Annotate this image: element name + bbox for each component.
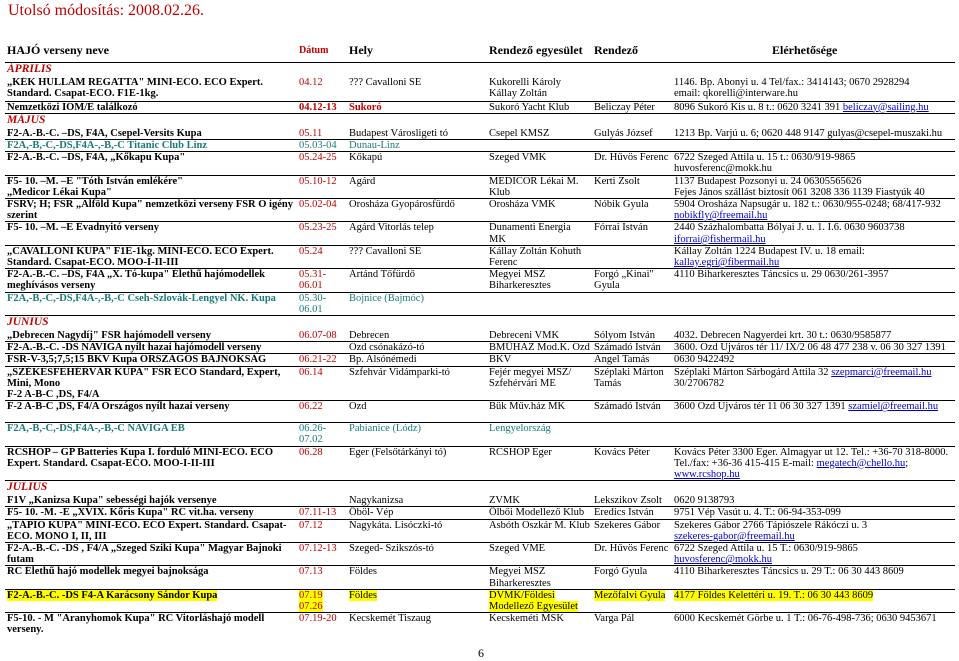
event-club: Debreceni VMK xyxy=(487,330,592,342)
event-date: 07.13 xyxy=(297,566,347,589)
table-row xyxy=(5,245,955,268)
event-contact: Kovács Péter 3300 Eger. Almagyar ut 12. Tel.: +36-70 318-8000. Tel./fax: +36-36 415-415 E-mail: megatech@chello.hu; www.rcshop.hu xyxy=(672,446,955,481)
event-name: F2-A.-B.-C. -DS F4-A Karácsony Sándor Kupa xyxy=(5,589,297,612)
event-place: Földes xyxy=(347,566,487,589)
event-club: Csepel KMSZ xyxy=(487,128,592,140)
table-row xyxy=(5,269,955,292)
event-organizer: Beliczay Péter xyxy=(592,101,672,113)
event-club: Ölbői Modellező Klub xyxy=(487,507,592,519)
event-name: „SZÉKESFEHÉRVÁR KUPA" FSR ECO Standard, Expert, Mini, Mono F-2 A-B-C ,DS, F4/A xyxy=(5,366,297,401)
event-contact: 0630 9422492 xyxy=(672,354,955,366)
event-name: F2-A.-B.-C. –DS, F4A, Csepel-Versits Kupa xyxy=(5,128,297,140)
table-row xyxy=(5,613,955,636)
event-date: 05.10-12 xyxy=(297,175,347,198)
event-name: F2A,-B,-C,-DS,F4A-,-B,-C Titanic Club Linz xyxy=(5,139,297,151)
event-place: Pabianice (Lódz) xyxy=(347,423,487,446)
col-event-header: HAJÓ verseny neve xyxy=(5,40,297,63)
event-name: F2A,-B,-C,-DS,F4A-,-B,-C NAVIGA EB xyxy=(5,423,297,446)
event-place: ??? Cavalloni SE xyxy=(347,77,487,101)
col-date-header: Dátum xyxy=(297,40,347,63)
event-date: 04.12-13 xyxy=(297,101,347,113)
event-place: Dunau-Linz xyxy=(347,139,487,151)
event-club: Lengyelország xyxy=(487,423,592,446)
table-row xyxy=(5,495,955,507)
event-date: 07.12 xyxy=(297,519,347,542)
event-club: Megyei MSZ Biharkeresztes xyxy=(487,566,592,589)
event-date: 07.19-20 xyxy=(299,613,337,625)
event-organizer: Forgó „Kinai" Gyula xyxy=(592,269,672,292)
event-name: Nemzetközi IOM/E találkozó xyxy=(5,101,297,113)
event-organizer: Eredics István xyxy=(592,507,672,519)
contact-email-link[interactable]: iforrai@fishermail.hu xyxy=(674,233,766,245)
event-name: F-2 A-B-C ,DS, F4/A Országos nyílt hazai verseny xyxy=(5,401,297,423)
table-row xyxy=(5,519,955,542)
event-contact: 3600. Ózd Újváros tér 11/ IX/2 06 48 477 238 v. 06 30 327 1391 xyxy=(672,342,955,354)
event-contact: 6722 Szeged Attila u. 15 T.: 0630/919-9865 huvosferenc@mokk.hu xyxy=(672,543,955,566)
event-contact: Széplaki Márton Sárbogárd Attila 32 szepmarci@freemail.hu 30/2706782 xyxy=(672,366,955,401)
contact-email-link[interactable]: szepmarci@freemail.hu xyxy=(831,366,932,378)
event-place: Kőkapú xyxy=(347,152,487,175)
event-place: Öböl- Vép xyxy=(347,507,487,519)
event-organizer: Szekeres Gábor xyxy=(592,519,672,542)
page-title: Utolsó módosítás: 2008.02.26. xyxy=(8,2,205,19)
event-organizer: Forgó Gyula xyxy=(592,566,672,589)
event-name: F5- 10. –M. –E Évadnyitó verseny xyxy=(5,222,297,245)
event-contact: 2440 Százhalombatta Bólyai J. u. 1. I.6. 0630 9603738 iforrai@fishermail.hu xyxy=(672,222,955,245)
event-organizer: Kovács Péter xyxy=(592,446,672,481)
table-row xyxy=(5,198,955,221)
event-organizer: Dr. Hűvös Ferenc xyxy=(592,152,672,175)
event-date: 07.12-13 xyxy=(297,543,347,566)
event-date: 06.22 xyxy=(297,401,347,423)
contact-email-link[interactable]: kallay.egri@fibermail.hu xyxy=(674,256,780,268)
event-organizer: Kerti Zsolt xyxy=(592,175,672,198)
event-date: 05.30-06.01 xyxy=(297,292,347,315)
event-contact: 1213 Bp. Varjú u. 6; 0620 448 9147 gulyas@csepel-muszaki.hu xyxy=(672,128,955,140)
table-row xyxy=(5,292,955,315)
event-club: Kecskeméti MSK xyxy=(489,613,564,625)
contact-email-link[interactable]: szamiel@freemail.hu xyxy=(848,401,939,413)
event-place: Bojnice (Bajmóc) xyxy=(347,292,487,315)
event-club: Kállay Zoltán Kohuth Ferenc xyxy=(487,245,592,268)
event-organizer: Széplaki Márton Tamás xyxy=(592,366,672,401)
event-organizer: Számadó István xyxy=(592,401,672,423)
event-organizer: Lekszikov Zsolt xyxy=(592,495,672,507)
event-club: Megyei MSZ Biharkeresztes xyxy=(487,269,592,292)
event-contact: 4110 Biharkeresztes Táncsics u. 29 T.: 06 30 443 8609 xyxy=(672,566,955,589)
event-contact: 4110 Biharkeresztes Táncsics u. 29 0630/261-3957 xyxy=(672,269,955,292)
table-row xyxy=(5,446,955,481)
event-name: F5- 10. -M. -E „XVIX. Kőris Kupa" RC vit.ha. verseny xyxy=(5,507,297,519)
event-club: Kukorelli Károly Kállay Zoltán xyxy=(487,77,592,101)
event-club: BMÜHÁZ Mod.K. Ózd xyxy=(487,342,592,354)
col-club-header: Rendező egyesület xyxy=(487,40,592,63)
table-row xyxy=(5,77,955,101)
event-place: Szeged- Szikszós-tó xyxy=(347,543,487,566)
event-place: Eger (Felsőtárkányi tó) xyxy=(347,446,487,481)
event-contact: 9751 Vép Vasút u. 4. T.: 06-94-353-099 xyxy=(672,507,955,519)
event-name: „Debrecen Nagydíj" FSR hajómodell verseny xyxy=(5,330,297,342)
event-club: Asbóth Oszkár M. Klub xyxy=(487,519,592,542)
event-date: 07.11-13 xyxy=(297,507,347,519)
table-row xyxy=(5,401,955,423)
table-row xyxy=(5,175,955,198)
event-date: 06.28 xyxy=(297,446,347,481)
event-place: Sukoró xyxy=(347,101,487,113)
event-club: Sukoró Yacht Klub xyxy=(487,101,592,113)
event-date: 06.21-22 xyxy=(297,354,347,366)
event-contact: 1146. Bp. Abonyi u. 4 Tel/fax.: 3414143; 0670 2928294 email: qkorelli@interware.hu xyxy=(672,77,955,101)
event-name: F5-10. - M "Aranyhomok Kupa" RC Vitorláshajó modell verseny. xyxy=(7,613,265,636)
event-organizer: Fórrai István xyxy=(592,222,672,245)
table-row xyxy=(5,152,955,175)
contact-email-link[interactable]: huvosferenc@mokk.hu xyxy=(674,554,773,566)
event-date: 05.23-25 xyxy=(297,222,347,245)
event-organizer: Varga Pál xyxy=(594,613,635,625)
table-row xyxy=(5,101,955,113)
event-name: „CAVALLONI KUPA" F1E-1kg. MINI-ECO. ECO Expert. Standard. Csapat-ECO. MOO-I-II-III xyxy=(5,245,297,268)
col-organizer-header: Rendező xyxy=(592,40,672,63)
event-club: MEDICOR Lékai M. Klub xyxy=(487,175,592,198)
month-june: JÚNIUS xyxy=(7,315,49,328)
event-name: F2-A.-B.-C. -DS , F4/A „Szeged Sziki Kupa" Magyar Bajnoki futam xyxy=(5,543,297,566)
contact-web-link[interactable]: www.rcshop.hu xyxy=(674,468,740,480)
col-place-header: Hely xyxy=(347,40,487,63)
event-place: Nagykanizsa xyxy=(347,495,487,507)
event-date: 05.24-25 xyxy=(297,152,347,175)
event-contact: 5904 Orosháza Napsugár u. 182 t.: 0630/955-0248; 68/417-932 nobikfly@freemail.hu xyxy=(672,198,955,221)
event-date: 07.19 07.26 xyxy=(297,589,347,612)
event-place: Szfehvár Vidámparki-tó xyxy=(347,366,487,401)
event-contact: 4032. Debrecen Nagyerdei krt. 30 t.: 0630/9585877 xyxy=(672,330,955,342)
event-date: 06.07-08 xyxy=(297,330,347,342)
table-row xyxy=(5,566,955,589)
event-organizer: Gulyás József xyxy=(592,128,672,140)
event-contact: 6000 Kecskemét Görbe u. 1 T.: 06-76-498-736; 0630 9453671 xyxy=(674,613,937,625)
event-place: Ártánd Tőfürdő xyxy=(347,269,487,292)
table-row xyxy=(5,366,955,401)
event-place: Debrecen xyxy=(347,330,487,342)
event-schedule-table xyxy=(5,40,955,636)
event-name: F1V „Kanizsa Kupa" sebességi hajók versenye xyxy=(5,495,297,507)
event-place: Budapest Városligeti tó xyxy=(347,128,487,140)
event-name: RCSHOP – GP Batteries Kupa I. forduló MINI-ECO. ECO Expert. Standard. Csapat-ECO. MOO-I-II-III xyxy=(5,446,297,481)
event-contact: 3600 Ózd Újváros tér 11 06 30 327 1391 szamiel@freemail.hu xyxy=(672,401,955,423)
event-club: Szeged VMK xyxy=(487,152,592,175)
event-club: DVMK/Földesi Modellező Egyesület xyxy=(487,589,592,612)
event-club: Bük Műv.ház MK xyxy=(487,401,592,423)
table-row xyxy=(5,354,955,366)
event-place: Kecskemét Tiszaug xyxy=(349,613,431,625)
event-date: 04.12 xyxy=(297,77,347,101)
event-organizer: Sólyom István xyxy=(592,330,672,342)
event-date: 05.11 xyxy=(297,128,347,140)
event-date: 05.03-04 xyxy=(297,139,347,151)
event-club: ZVMK xyxy=(487,495,592,507)
month-may: MÁJUS xyxy=(7,113,46,126)
col-contact-header: Elérhetősége xyxy=(672,40,955,63)
event-date: 06.26-07.02 xyxy=(297,423,347,446)
event-club: RCSHOP Eger xyxy=(487,446,592,481)
event-name: F2-A.-B.-C. –DS, F4A „X. Tó-kupa" Élethű hajómodellek meghívásos verseny xyxy=(5,269,297,292)
table-row xyxy=(5,139,955,151)
event-contact: Kállay Zoltán 1224 Budapest IV. u. 18 email: kallay.egri@fibermail.hu xyxy=(672,245,955,268)
table-row xyxy=(5,222,955,245)
month-july: JÚLIUS xyxy=(7,481,48,494)
event-place: Nagykáta. Lisóczki-tó xyxy=(347,519,487,542)
event-organizer xyxy=(592,77,672,101)
event-date: 06.14 xyxy=(297,366,347,401)
event-name: „TÁPIÓ KUPA" MINI-ECO. ECO Expert. Standard. Csapat-ECO. MONO I, II, III xyxy=(5,519,297,542)
table-row xyxy=(5,543,955,566)
event-club: Fejér megyei MSZ/ Szfehérvári ME xyxy=(487,366,592,401)
event-name: F2A,-B,-C,-DS,F4A-,-B,-C Cseh-Szlovák-Lengyel NK. Kupa xyxy=(5,292,297,315)
contact-email-link[interactable]: nobikfly@freemail.hu xyxy=(674,210,768,222)
event-contact: Szekeres Gábor 2766 Tápiószele Rákóczi u. 3 szekeres-gabor@freemail.hu xyxy=(672,519,955,542)
event-date: 05.24 xyxy=(297,245,347,268)
event-date: 05.31-06.01 xyxy=(297,269,347,292)
event-place: Bp. Alsónémedi xyxy=(347,354,487,366)
column-header-row xyxy=(5,40,955,63)
event-name: FSR-V-3,5;7,5;15 BKV Kupa ORSZÁGOS BAJNOKSÁG xyxy=(5,354,297,366)
event-place: Földes xyxy=(347,589,487,612)
page-number: 6 xyxy=(478,646,484,660)
event-organizer: Mezőfalvi Gyula xyxy=(592,589,672,612)
event-name: F2-A.-B.-C. –DS, F4A, „Kőkapu Kupa" xyxy=(5,152,297,175)
table-row xyxy=(5,342,955,354)
table-row xyxy=(5,507,955,519)
event-place: Agárd Vitorlás telep xyxy=(347,222,487,245)
event-name: FSRV; H; FSR „Alföld Kupa" nemzetközi verseny FSR O igény szerint xyxy=(5,198,297,221)
event-name: F5- 10. –M. –E "Tóth István emlékére" „Medicor Lékai Kupa" xyxy=(5,175,297,198)
event-name: RC Élethű hajó modellek megyei bajnoksága xyxy=(5,566,297,589)
event-name: „KÉK HULLÁM REGATTA" MINI-ECO. ECO Expert. Standard. Csapat-ECO. F1E-1kg. xyxy=(5,77,297,101)
event-club: BKV xyxy=(487,354,592,366)
event-contact: 8096 Sukoró Kis u. 8 t.: 0620 3241 391 beliczay@sailing.hu xyxy=(672,101,955,113)
contact-email-link[interactable]: szekeres-gabor@freemail.hu xyxy=(674,530,795,542)
contact-email-link[interactable]: beliczay@sailing.hu xyxy=(842,101,929,113)
event-contact: 0620 9138793 xyxy=(672,495,955,507)
event-contact: 1137 Budapest Pozsonyi u. 24 06305565626 Fejes János szállást biztosít 061 3208 336 1139 Fiastyúk 40 xyxy=(672,175,955,198)
event-organizer: Nóbik Gyula xyxy=(592,198,672,221)
event-place: Orosháza Gyopárosfürdő xyxy=(347,198,487,221)
contact-email-link[interactable]: megatech@chello.hu xyxy=(816,457,906,469)
event-date: 05.02-04 xyxy=(297,198,347,221)
table-row xyxy=(5,128,955,140)
event-place: Ózd csónakázó-tó xyxy=(347,342,487,354)
contact-email[interactable]: email: qkorelli@interware.hu xyxy=(674,88,798,100)
event-name: F2-A.-B.-C. -DS NAVIGA nyílt hazai hajómodell verseny xyxy=(5,342,297,354)
table-row xyxy=(5,330,955,342)
event-organizer: Számadó István xyxy=(592,342,672,354)
event-organizer: Dr. Hűvös Ferenc xyxy=(592,543,672,566)
event-contact: 6722 Szeged Attila u. 15 t.: 0630/919-9865 huvosferenc@mokk.hu xyxy=(672,152,955,175)
event-club: Orosháza VMK xyxy=(487,198,592,221)
month-april: ÁPRILIS xyxy=(7,63,52,75)
table-row xyxy=(5,423,955,446)
event-organizer: Angel Tamás xyxy=(592,354,672,366)
event-contact: 4177 Földes Kelettéri u. 19. T.: 06 30 443 8609 xyxy=(672,589,955,612)
event-club: Szeged VME xyxy=(487,543,592,566)
event-place: Agárd xyxy=(347,175,487,198)
table-row xyxy=(5,589,955,612)
event-club: Dunamenti Energia MK xyxy=(487,222,592,245)
event-place: ??? Cavalloni SE xyxy=(347,245,487,268)
event-place: Ózd xyxy=(347,401,487,423)
